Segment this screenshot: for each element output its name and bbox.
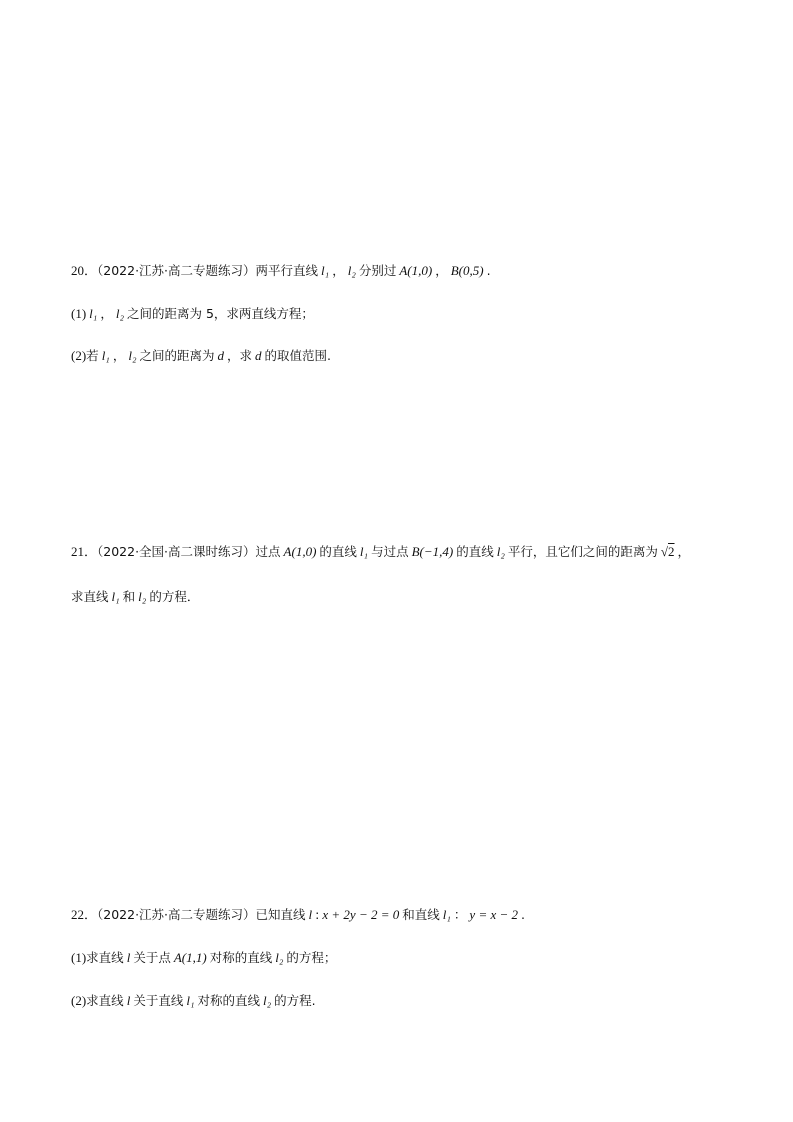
part-label: (1) bbox=[71, 306, 87, 321]
part-text: 对称的直线 bbox=[209, 950, 273, 965]
math-expression: l₂ bbox=[275, 950, 284, 965]
question-source: （2022·全国·高二课时练习） bbox=[97, 544, 256, 559]
sqrt-radicand: 2 bbox=[668, 544, 675, 559]
stem-text: 求直线 bbox=[71, 589, 109, 604]
math-expression: l₂ bbox=[496, 544, 505, 559]
question-21-continuation bbox=[71, 588, 199, 607]
part-text: 关于点 bbox=[133, 950, 171, 965]
part-text: 的取值范围. bbox=[264, 348, 331, 363]
question-20-part-1 bbox=[71, 305, 314, 324]
question-20-stem bbox=[71, 262, 491, 281]
part-text: 之间的距离为 bbox=[139, 348, 215, 363]
math-expression: l₁ bbox=[89, 306, 98, 321]
math-expression: l₂ bbox=[347, 263, 356, 278]
question-number: 20． bbox=[71, 263, 98, 278]
part-text: 的方程； bbox=[286, 950, 337, 965]
part-text: 对称的直线 bbox=[197, 993, 260, 1008]
part-text: 关于直线 bbox=[133, 993, 184, 1008]
question-22-stem bbox=[71, 906, 525, 925]
math-expression: l₂ bbox=[138, 589, 147, 604]
math-expression: l bbox=[126, 993, 131, 1008]
stem-text: ， bbox=[435, 263, 448, 278]
math-expression: l bbox=[126, 950, 131, 965]
math-expression: l₁ bbox=[101, 348, 110, 363]
question-source: （2022·江苏·高二专题练习） bbox=[97, 907, 256, 922]
stem-text: 和直线 bbox=[402, 907, 440, 922]
math-expression: l₁ bbox=[111, 589, 120, 604]
question-source: （2022·江苏·高二专题练习） bbox=[97, 263, 256, 278]
math-expression: l₁ bbox=[321, 263, 330, 278]
stem-text: . bbox=[486, 263, 491, 278]
part-text: ， bbox=[100, 306, 113, 321]
question-21-stem bbox=[71, 543, 690, 562]
math-expression: l₁ bbox=[359, 544, 369, 559]
question-number: 22． bbox=[71, 907, 98, 922]
stem-text: ， bbox=[332, 263, 345, 278]
stem-text: ： bbox=[453, 907, 467, 922]
part-text: ，求 bbox=[227, 348, 253, 363]
math-expression: A(1,1) bbox=[173, 950, 207, 965]
question-number: 21． bbox=[71, 544, 98, 559]
math-expression: B(−1,4) bbox=[411, 544, 454, 559]
stem-text: 分别过 bbox=[358, 263, 397, 278]
part-text: ， bbox=[112, 348, 126, 363]
stem-text: 的直线 bbox=[319, 544, 357, 559]
part-text: 的方程. bbox=[274, 993, 316, 1008]
math-expression: B(0,5) bbox=[450, 263, 484, 278]
stem-text: 平行，且它们之间的距离为 bbox=[507, 544, 658, 559]
math-expression: l₂ bbox=[262, 993, 272, 1008]
part-label: (1) bbox=[71, 950, 87, 965]
stem-text: 与过点 bbox=[371, 544, 409, 559]
stem-text: 两平行直线 bbox=[255, 263, 319, 278]
stem-text: 和 bbox=[122, 589, 136, 604]
math-expression: l₁ bbox=[442, 907, 451, 922]
math-expression: y = x − 2 bbox=[469, 907, 519, 922]
part-text: 若 bbox=[86, 348, 99, 363]
part-label: (2) bbox=[71, 348, 87, 363]
part-text: 求直线 bbox=[86, 993, 124, 1008]
sqrt-expression bbox=[661, 544, 675, 559]
question-20-part-2 bbox=[71, 347, 331, 366]
part-text: 求直线 bbox=[86, 950, 124, 965]
math-expression: l bbox=[308, 907, 313, 922]
part-text: 之间的距离为 5，求两直线方程； bbox=[126, 306, 314, 321]
math-expression: l₂ bbox=[115, 306, 124, 321]
question-22-part-2 bbox=[71, 992, 316, 1011]
sqrt-symbol: √ bbox=[660, 544, 669, 559]
stem-text: 已知直线 bbox=[255, 907, 306, 922]
math-expression: d bbox=[217, 348, 224, 363]
math-expression: d bbox=[255, 348, 262, 363]
math-expression: l₁ bbox=[186, 993, 195, 1008]
stem-text: 的方程． bbox=[149, 589, 200, 604]
stem-text: 的直线 bbox=[456, 544, 494, 559]
math-expression: l₂ bbox=[128, 348, 137, 363]
stem-text: ， bbox=[677, 544, 691, 559]
math-expression: x + 2y − 2 = 0 bbox=[322, 907, 400, 922]
part-label: (2) bbox=[71, 993, 87, 1008]
stem-text: 过点 bbox=[255, 544, 281, 559]
math-expression: A(1,0) bbox=[283, 544, 317, 559]
stem-text: : bbox=[315, 907, 320, 922]
question-22-part-1 bbox=[71, 949, 336, 968]
stem-text: . bbox=[521, 907, 525, 922]
math-expression: A(1,0) bbox=[399, 263, 433, 278]
